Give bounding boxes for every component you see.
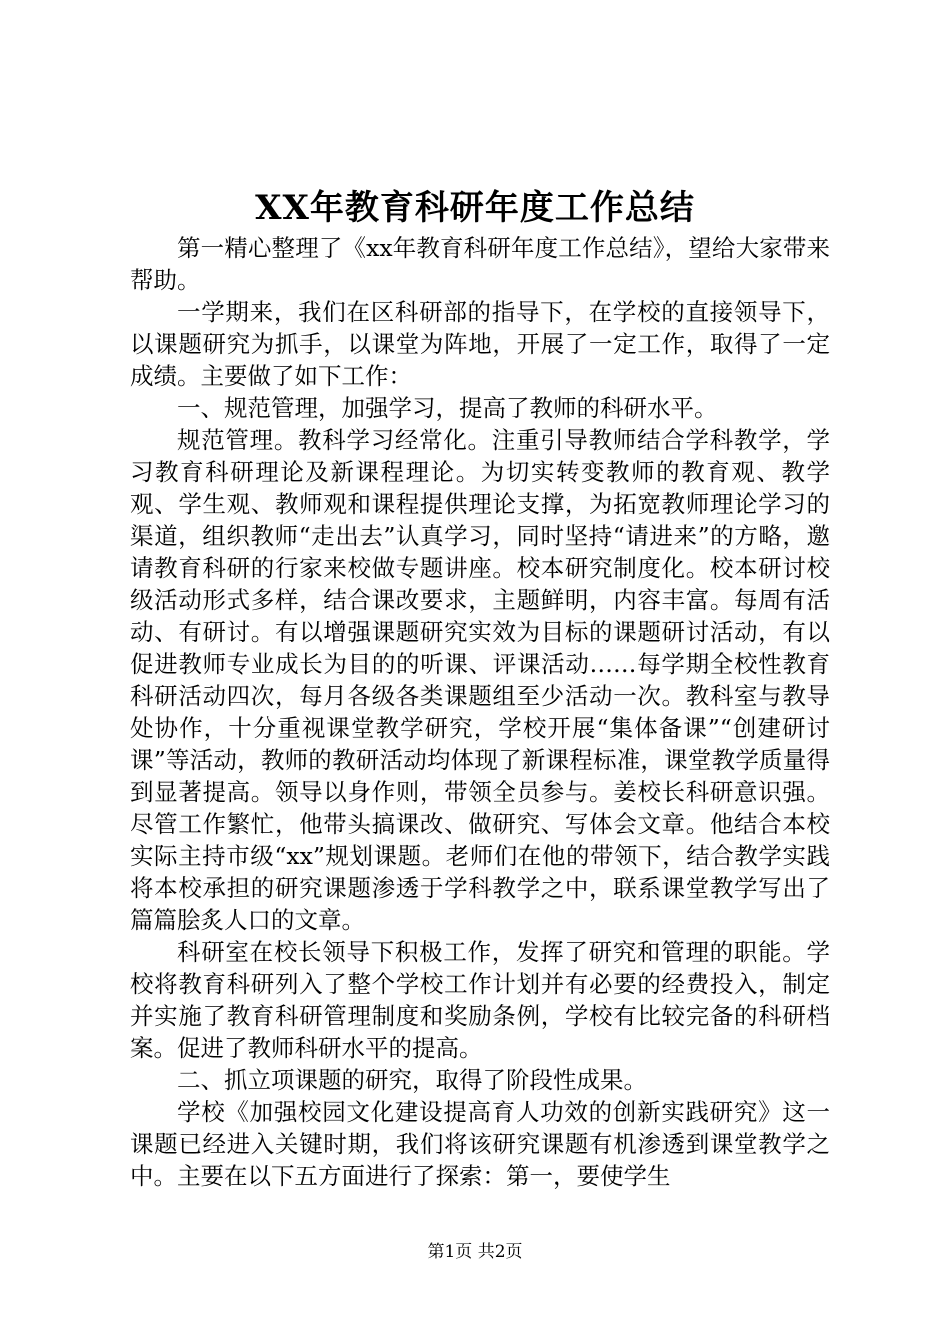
paragraph-project: 学校《加强校园文化建设提高育人功效的创新实践研究》这一课题已经进入关键时期，我们将该研究课题有机渗透到课堂教学之中。主要在以下五方面进行了探索：第一，要使学生 [130,1098,830,1190]
section-heading-2: 二、抓立项课题的研究，取得了阶段性成果。 [177,1066,647,1094]
section-heading-1: 一、规范管理，加强学习，提高了教师的科研水平。 [177,394,718,422]
paragraph-management: 规范管理。教科学习经常化。注重引导教师结合学科教学，学习教育科研理论及新课程理论。为切实转变教师的教育观、教学观、学生观、教师观和课程提供理论支撑，为拓宽教师理论学习的渠道，组织教师“走出去”认真学习，同时坚持“请进来”的方略，邀请教育科研的行家来校做专题讲座。校本研究制度化。校本研讨校级活动形式多样，结合课改要求，主题鲜明，内容丰富。每周有活动、有研讨。有以增强课题研究实效为目标的课题研讨活动，有以促进教师专业成长为目的的听课、评课活动……每学期全校性教育科研活动四次，每月各级各类课题组至少活动一次。教科室与教导处协作，十分重视课堂教学研究，学校开展“集体备课”“创建研讨课”等活动，教师的教研活动均体现了新课程标准，课堂教学质量得到显著提高。领导以身作则，带领全员参与。姜校长科研意识强。尽管工作繁忙，他带头搞课改、做研究、写体会文章。他结合本校实际主持市级“xx”规划课题。老师们在他的带领下，结合教学实践将本校承担的研究课题渗透于学科教学之中，联系课堂教学写出了篇篇脍炙人口的文章。 [130,426,830,934]
page-footer: 第1页 共2页 [427,1242,523,1262]
document-title: XX年教育科研年度工作总结 [255,188,695,228]
document-body [130,232,830,1192]
paragraph-intro: 第一精心整理了《xx年教育科研年度工作总结》，望给大家带来帮助。 [130,234,830,294]
paragraph-research-office: 科研室在校长领导下积极工作，发挥了研究和管理的职能。学校将教育科研列入了整个学校工作计划并有必要的经费投入，制定并实施了教育科研管理制度和奖励条例，学校有比较完备的科研档案。促进了教师科研水平的提高。 [130,938,830,1062]
paragraph-overview: 一学期来，我们在区科研部的指导下，在学校的直接领导下，以课题研究为抓手，以课堂为阵地，开展了一定工作，取得了一定成绩。主要做了如下工作： [130,298,830,390]
